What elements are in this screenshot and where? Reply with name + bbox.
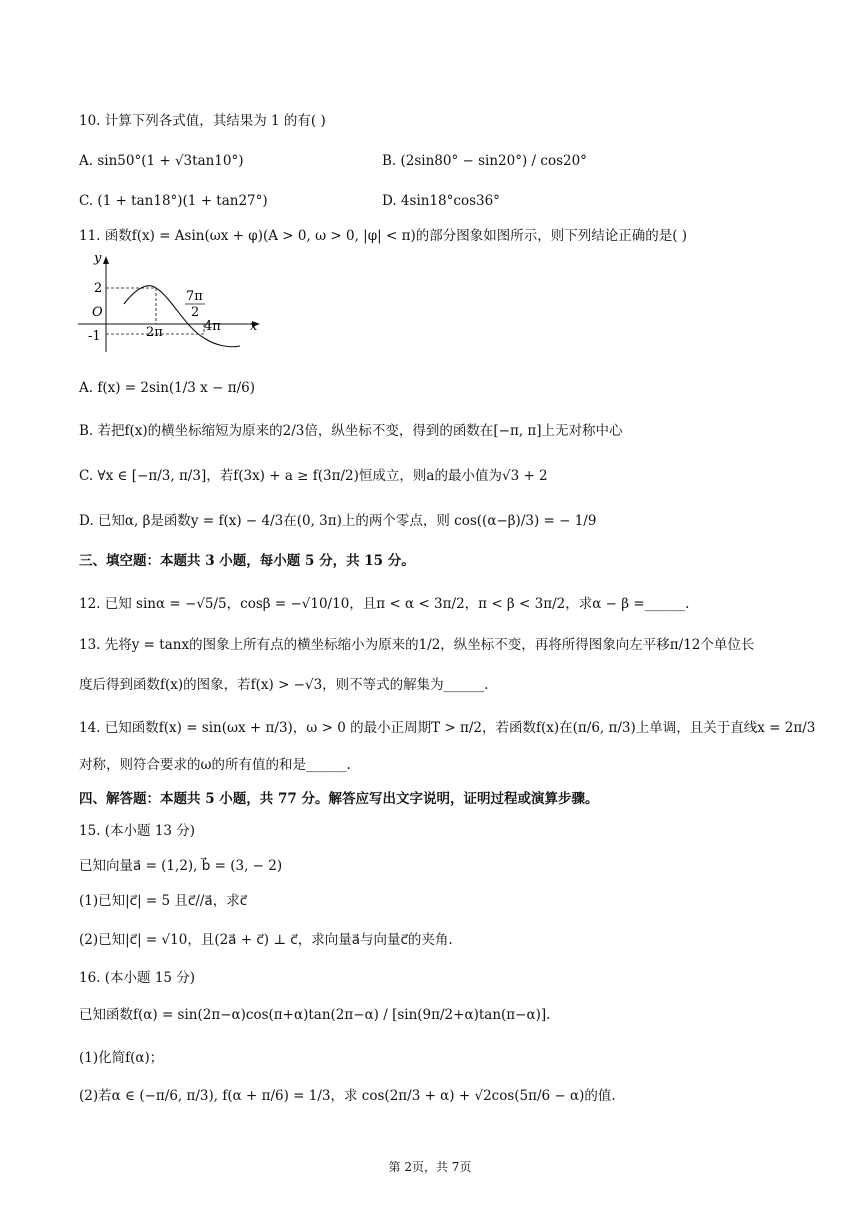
page-footer: 第 2页，共 7页 [388, 1160, 472, 1174]
q16-given: 已知函数f(α) = sin(2π−α)cos(π+α)tan(2π−α) / [sin(9π/2+α)tan(π−α)]. [79, 1007, 551, 1023]
q14-line2: 对称，则符合要求的ω的所有值的和是______. [79, 757, 351, 773]
sine-curve [124, 286, 240, 347]
x-label: x [250, 319, 258, 334]
q11-option-b: B. 若把f(x)的横坐标缩短为原来的2/3倍，纵坐标不变，得到的函数在[−π, π]上无对称中心 [79, 423, 623, 439]
q16-part1: (1)化简f(α)； [79, 1050, 164, 1066]
q15-part2: (2)已知|c⃗| = √10，且(2a⃗ + c⃗) ⊥ c⃗，求向量a⃗与向量c⃗的夹角. [79, 932, 453, 948]
y-axis-arrow-icon [103, 256, 109, 264]
q16-header: 16. (本小题 15 分) [79, 970, 196, 986]
q15-header: 15. (本小题 13 分) [79, 823, 196, 839]
q11-stem: 11. 函数f(x) = Asin(ωx + φ)(A > 0, ω > 0, |φ| < π)的部分图象如图所示，则下列结论正确的是( ) [79, 228, 688, 244]
q13-line2: 度后得到函数f(x)的图象，若f(x) > −√3，则不等式的解集为______. [79, 677, 489, 693]
section-3-heading: 三、填空题：本题共 3 小题，每小题 5 分，共 15 分。 [79, 553, 415, 569]
q11-function-graph [74, 252, 264, 356]
q11-option-a: A. f(x) = 2sin(1/3 x − π/6) [79, 380, 255, 396]
q10-option-a: A. sin50°(1 + √3tan10°) [79, 153, 244, 169]
y-max-label: 2 [94, 281, 103, 296]
q12: 12. 已知 sinα = −√5/5，cosβ = −√10/10，且π < α < 3π/2，π < β < 3π/2，求α − β =______. [79, 596, 690, 612]
q11-option-d: D. 已知α, β是函数y = f(x) − 4/3在(0, 3π)上的两个零点，则 cos((α−β)/3) = − 1/9 [79, 513, 597, 529]
section-4-heading: 四、解答题：本题共 5 小题，共 77 分。解答应写出文字说明，证明过程或演算步骤。 [79, 791, 599, 807]
q10-option-c: C. (1 + tan18°)(1 + tan27°) [79, 193, 268, 209]
q10-option-d: D. 4sin18°cos36° [382, 193, 500, 209]
q13-line1: 13. 先将y = tanx的图象上所有点的横坐标缩小为原来的1/2，纵坐标不变，再将所得图象向左平移π/12个单位长 [79, 637, 755, 653]
x1-label: 2π [146, 325, 163, 340]
q10-option-b: B. (2sin80° − sin20°) / cos20° [382, 153, 587, 169]
x3-label: 4π [204, 319, 221, 334]
y-label: y [94, 252, 102, 266]
x2-numerator-label: 7π [186, 289, 203, 304]
q15-given: 已知向量a⃗ = (1,2), b⃗ = (3, − 2) [79, 858, 283, 874]
origin-label: O [92, 305, 103, 320]
q15-part1: (1)已知|c⃗| = 5 且c⃗//a⃗，求c⃗ [79, 893, 248, 909]
y-min-label: -1 [88, 329, 101, 344]
q14-line1: 14. 已知函数f(x) = sin(ωx + π/3)，ω > 0 的最小正周期T > π/2，若函数f(x)在(π/6, π/3)上单调，且关于直线x = 2π/3 [79, 720, 816, 736]
q10-stem: 10. 计算下列各式值，其结果为 1 的有( ) [79, 113, 326, 129]
q11-option-c: C. ∀x ∈ [−π/3, π/3]，若f(3x) + a ≥ f(3π/2)恒成立，则a的最小值为√3 + 2 [79, 468, 548, 484]
x2-denominator-label: 2 [191, 305, 200, 320]
q16-part2: (2)若α ∈ (−π/6, π/3), f(α + π/6) = 1/3，求 cos(2π/3 + α) + √2cos(5π/6 − α)的值. [79, 1088, 616, 1104]
